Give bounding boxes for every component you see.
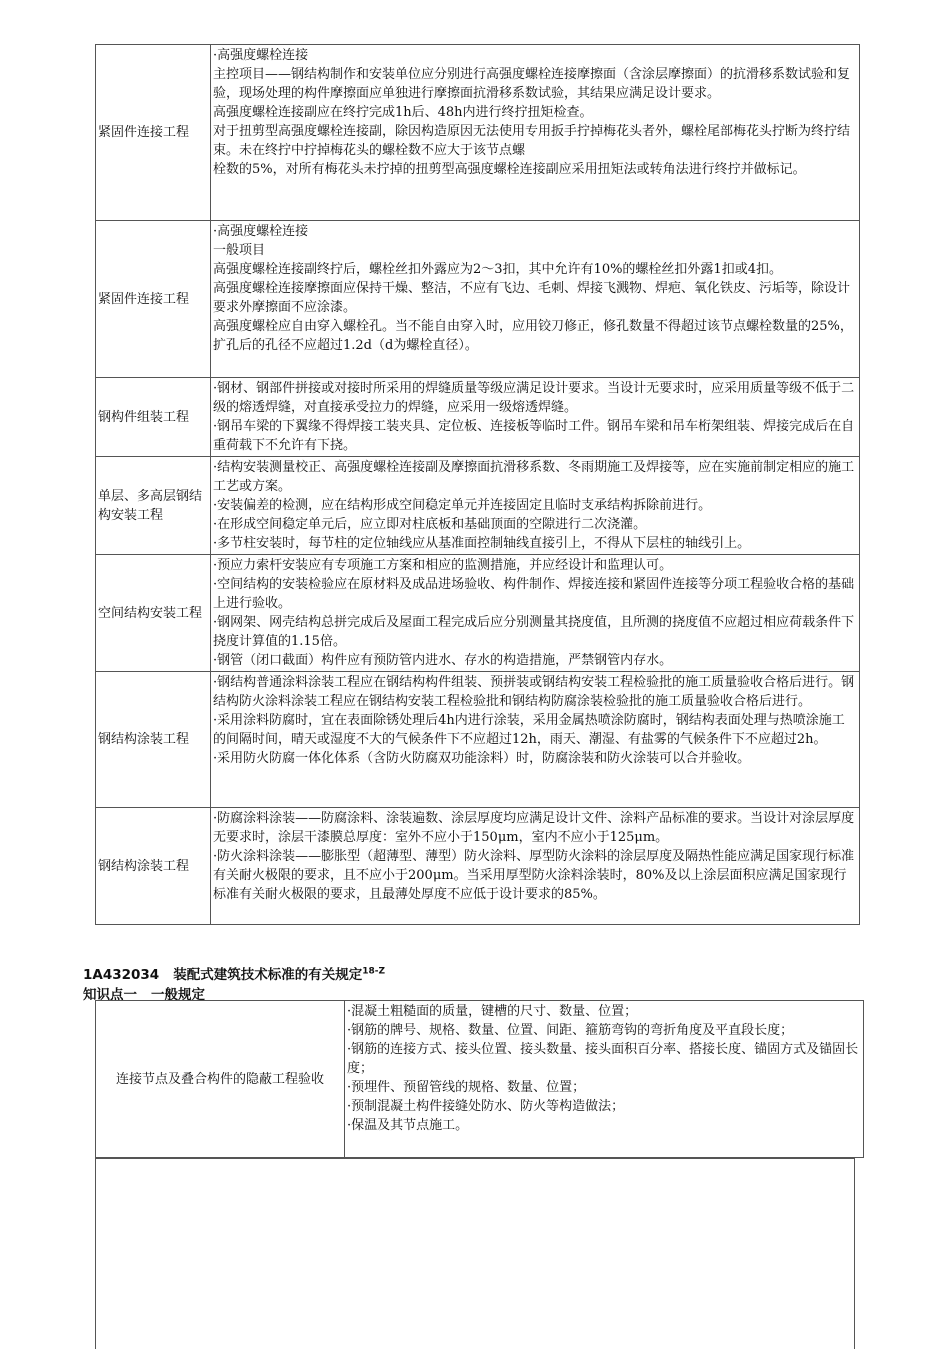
section-code: 1A432034 (83, 967, 160, 983)
content-line: ·钢筋的牌号、规格、数量、位置、间距、箍筋弯钩的弯折角度及平直段长度； (347, 1023, 794, 1038)
content-line: 高强度螺栓连接副应在终拧完成1h后、48h内进行终拧扭矩检查。 (213, 105, 593, 120)
content-line: ·安装偏差的检测，应在结构形成空间稳定单元并连接固定且临时支承结构拆除前进行。 (213, 498, 712, 513)
steel-structure-table (95, 44, 860, 925)
content-cell (211, 808, 860, 925)
category-cell: 单层、多高层钢结构安装工程 (96, 457, 211, 555)
content-line: 对于扭剪型高强度螺栓连接副，除因构造原因无法使用专用扳手拧掉梅花头者外，螺栓尾部梅花头拧断为终拧结束。未在终拧中拧掉梅花头的螺栓数不应大于该节点螺 (213, 124, 851, 158)
table-row (96, 378, 860, 457)
content-line: ·混凝土粗糙面的质量，键槽的尺寸、数量、位置； (347, 1004, 638, 1019)
category-cell: 钢结构涂装工程 (96, 808, 211, 925)
content-cell (211, 45, 860, 221)
content-cell (211, 672, 860, 808)
content-cell (345, 1001, 864, 1158)
knowledge-point-label: 知识点一 (83, 987, 137, 1003)
content-line: ·采用防火防腐一体化体系（含防火防腐双功能涂料）时，防腐涂装和防火涂装可以合并验收。 (213, 751, 751, 766)
content-line: 高强度螺栓连接摩擦面应保持干燥、整洁，不应有飞边、毛刺、焊接飞溅物、焊疤、氧化铁皮、污垢等，除设计要求外摩擦面不应涂漆。 (213, 281, 851, 315)
content-line: ·在形成空间稳定单元后，应立即对柱底板和基础顶面的空隙进行二次浇灌。 (213, 517, 647, 532)
empty-table-row (95, 1158, 855, 1349)
table-row (96, 672, 860, 808)
content-cell (211, 555, 860, 672)
content-line: ·空间结构的安装检验应在原材料及成品进场验收、构件制作、焊接连接和紧固件连接等分项工程验收合格的基础上进行验收。 (213, 577, 855, 611)
content-line: 主控项目——钢结构制作和安装单位应分别进行高强度螺栓连接摩擦面（含涂层摩擦面）的抗滑移系数试验和复验，现场处理的构件摩擦面应单独进行摩擦面抗滑移系数试验，其结果应满足设计要求。 (213, 67, 851, 101)
content-line: 一般项目 (213, 243, 266, 258)
table-row (96, 808, 860, 925)
content-line: ·防腐涂料涂装——防腐涂料、涂装遍数、涂层厚度均应满足设计文件、涂料产品标准的要求。当设计对涂层厚度无要求时，涂层干漆膜总厚度：室外不应小于150μm，室内不应小于125μm。 (213, 811, 855, 845)
category-cell: 连接节点及叠合构件的隐蔽工程验收 (96, 1001, 345, 1158)
table-row (96, 555, 860, 672)
content-line: ·钢材、钢部件拼接或对接时所采用的焊缝质量等级应满足设计要求。当设计无要求时，应采用质量等级不低于二级的熔透焊缝，对直接承受拉力的焊缝，应采用一级熔透焊缝。 (213, 381, 855, 415)
section-heading (83, 963, 385, 983)
prefab-table (95, 1000, 864, 1158)
category-cell: 钢构件组装工程 (96, 378, 211, 457)
content-line: 高强度螺栓连接副终拧后，螺栓丝扣外露应为2～3扣，其中允许有10%的螺栓丝扣外露1扣或4扣。 (213, 262, 782, 277)
content-line: ·高强度螺栓连接 (213, 48, 309, 63)
content-line: ·预制混凝土构件接缝处防水、防火等构造做法； (347, 1099, 625, 1114)
content-line: ·多节柱安装时，每节柱的定位轴线应从基准面控制轴线直接引上，不得从下层柱的轴线引上。 (213, 536, 751, 551)
content-line: ·钢网架、网壳结构总拼完成后及屋面工程完成后应分别测量其挠度值，且所测的挠度值不应超过相应荷载条件下挠度计算值的1.15倍。 (213, 615, 855, 649)
content-line: ·结构安装测量校正、高强度螺栓连接副及摩擦面抗滑移系数、冬雨期施工及焊接等，应在实施前制定相应的施工工艺或方案。 (213, 460, 855, 494)
content-line: 栓数的5%，对所有梅花头未拧掉的扭剪型高强度螺栓连接副应采用扭矩法或转角法进行终拧并做标记。 (213, 162, 806, 177)
content-line: 高强度螺栓应自由穿入螺栓孔。当不能自由穿入时，应用铰刀修正，修孔数量不得超过该节点螺栓数量的25%，扩孔后的孔径不应超过1.2d（d为螺栓直径）。 (213, 319, 853, 353)
table-row (96, 1001, 864, 1158)
content-line: ·预埋件、预留管线的规格、数量、位置； (347, 1080, 586, 1095)
content-cell (211, 221, 860, 378)
table-row (96, 457, 860, 555)
content-line: ·钢结构普通涂料涂装工程应在钢结构构件组装、预拼装或钢结构安装工程检验批的施工质量验收合格后进行。钢结构防火涂料涂装工程应在钢结构安装工程检验批和钢结构防腐涂装检验批的施工质量验收合格后进行。 (213, 675, 855, 709)
knowledge-point-title: 一般规定 (151, 987, 205, 1003)
content-cell (211, 457, 860, 555)
category-cell: 紧固件连接工程 (96, 45, 211, 221)
content-line: ·防火涂料涂装——膨胀型（超薄型、薄型）防火涂料、厚型防火涂料的涂层厚度及隔热性能应满足国家现行标准有关耐火极限的要求，且不应小于200μm。当采用厚型防火涂料涂装时，80%及以上涂层面积应满足国家现行标准有关耐火极限的要求，且最薄处厚度不应低于设计要求的85%。 (213, 849, 855, 902)
table-row (96, 221, 860, 378)
category-cell: 钢结构涂装工程 (96, 672, 211, 808)
content-line: ·钢吊车梁的下翼缘不得焊接工装夹具、定位板、连接板等临时工件。钢吊车梁和吊车桁架组装、焊接完成后在自重荷载下不允许有下挠。 (213, 419, 855, 453)
section-superscript: 18-Z (362, 966, 385, 977)
content-line: ·采用涂料防腐时，宜在表面除锈处理后4h内进行涂装，采用金属热喷涂防腐时，钢结构表面处理与热喷涂施工的间隔时间，晴天或湿度不大的气候条件下不应超过12h，雨天、潮湿、有盐雾的气候条件下不应超过2h。 (213, 713, 845, 747)
table-row (96, 45, 860, 221)
category-cell: 空间结构安装工程 (96, 555, 211, 672)
category-cell: 紧固件连接工程 (96, 221, 211, 378)
content-line: ·预应力索杆安装应有专项施工方案和相应的监测措施，并应经设计和监理认可。 (213, 558, 673, 573)
content-line: ·钢管（闭口截面）构件应有预防管内进水、存水的构造措施，严禁钢管内存水。 (213, 653, 673, 668)
content-cell (211, 378, 860, 457)
content-line: ·保温及其节点施工。 (347, 1118, 469, 1133)
content-line: ·高强度螺栓连接 (213, 224, 309, 239)
content-line: ·钢筋的连接方式、接头位置、接头数量、接头面积百分率、搭接长度、锚固方式及锚固长度； (347, 1042, 859, 1076)
section-title-text: 装配式建筑技术标准的有关规定 (173, 967, 363, 983)
